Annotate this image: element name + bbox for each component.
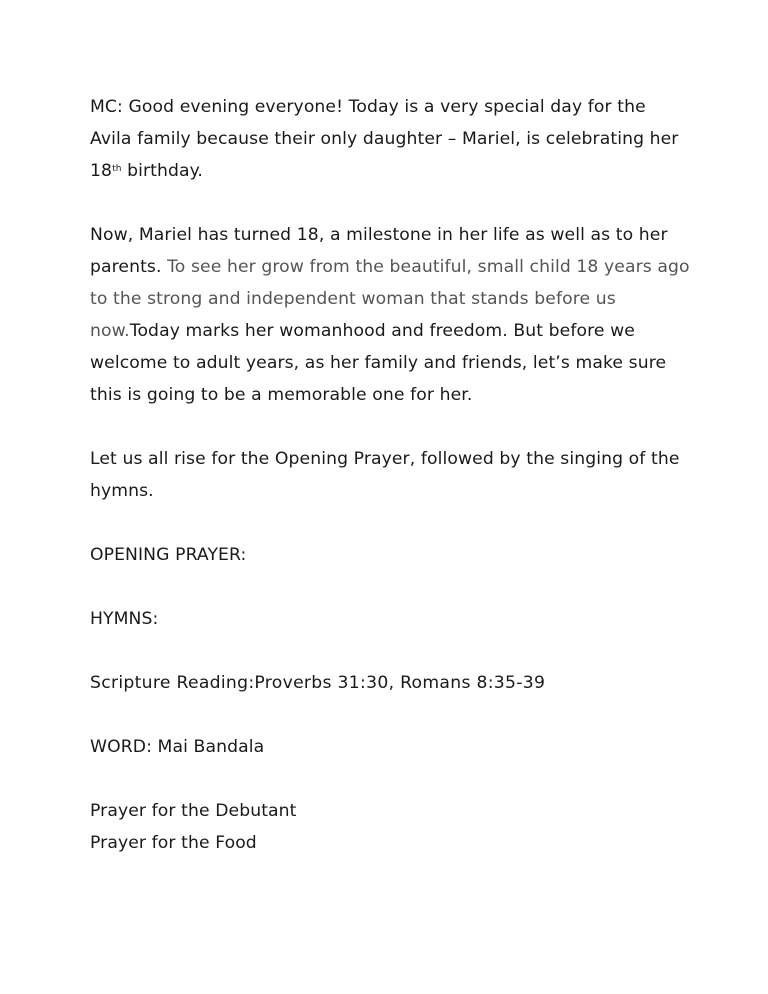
intro-end: birthday.	[121, 161, 203, 181]
intro-text: MC: Good evening everyone! Today is a very special day for the Avila family because their only daughter – Mariel, is celebrating her 18	[90, 97, 679, 181]
milestone-text: Now, Mariel has turned 18, a milestone in her life as well as to her parents.	[90, 225, 668, 277]
prayer-food: Prayer for the Food	[90, 833, 257, 853]
document-body	[90, 91, 690, 859]
ordinal-suffix: th	[112, 164, 122, 175]
rise-paragraph: Let us all rise for the Opening Prayer, followed by the singing of the hymns.	[90, 449, 680, 501]
word-speaker: WORD: Mai Bandala	[90, 737, 265, 757]
milestone-quote: To see her grow from the beautiful, small child 18 years ago to the strong and independent woman that stands before us now.	[90, 257, 690, 341]
opening-prayer-heading: OPENING PRAYER:	[90, 545, 247, 565]
scripture-reading: Scripture Reading:Proverbs 31:30, Romans 8:35-39	[90, 673, 546, 693]
intro-paragraph	[90, 91, 690, 187]
prayer-debutant: Prayer for the Debutant	[90, 801, 297, 821]
hymns-heading: HYMNS:	[90, 609, 159, 629]
milestone-text-2: Today marks her womanhood and freedom. But before we welcome to adult years, as her family and friends, let’s make sure this is going to be a memorable one for her.	[90, 321, 667, 405]
milestone-paragraph	[90, 219, 690, 411]
